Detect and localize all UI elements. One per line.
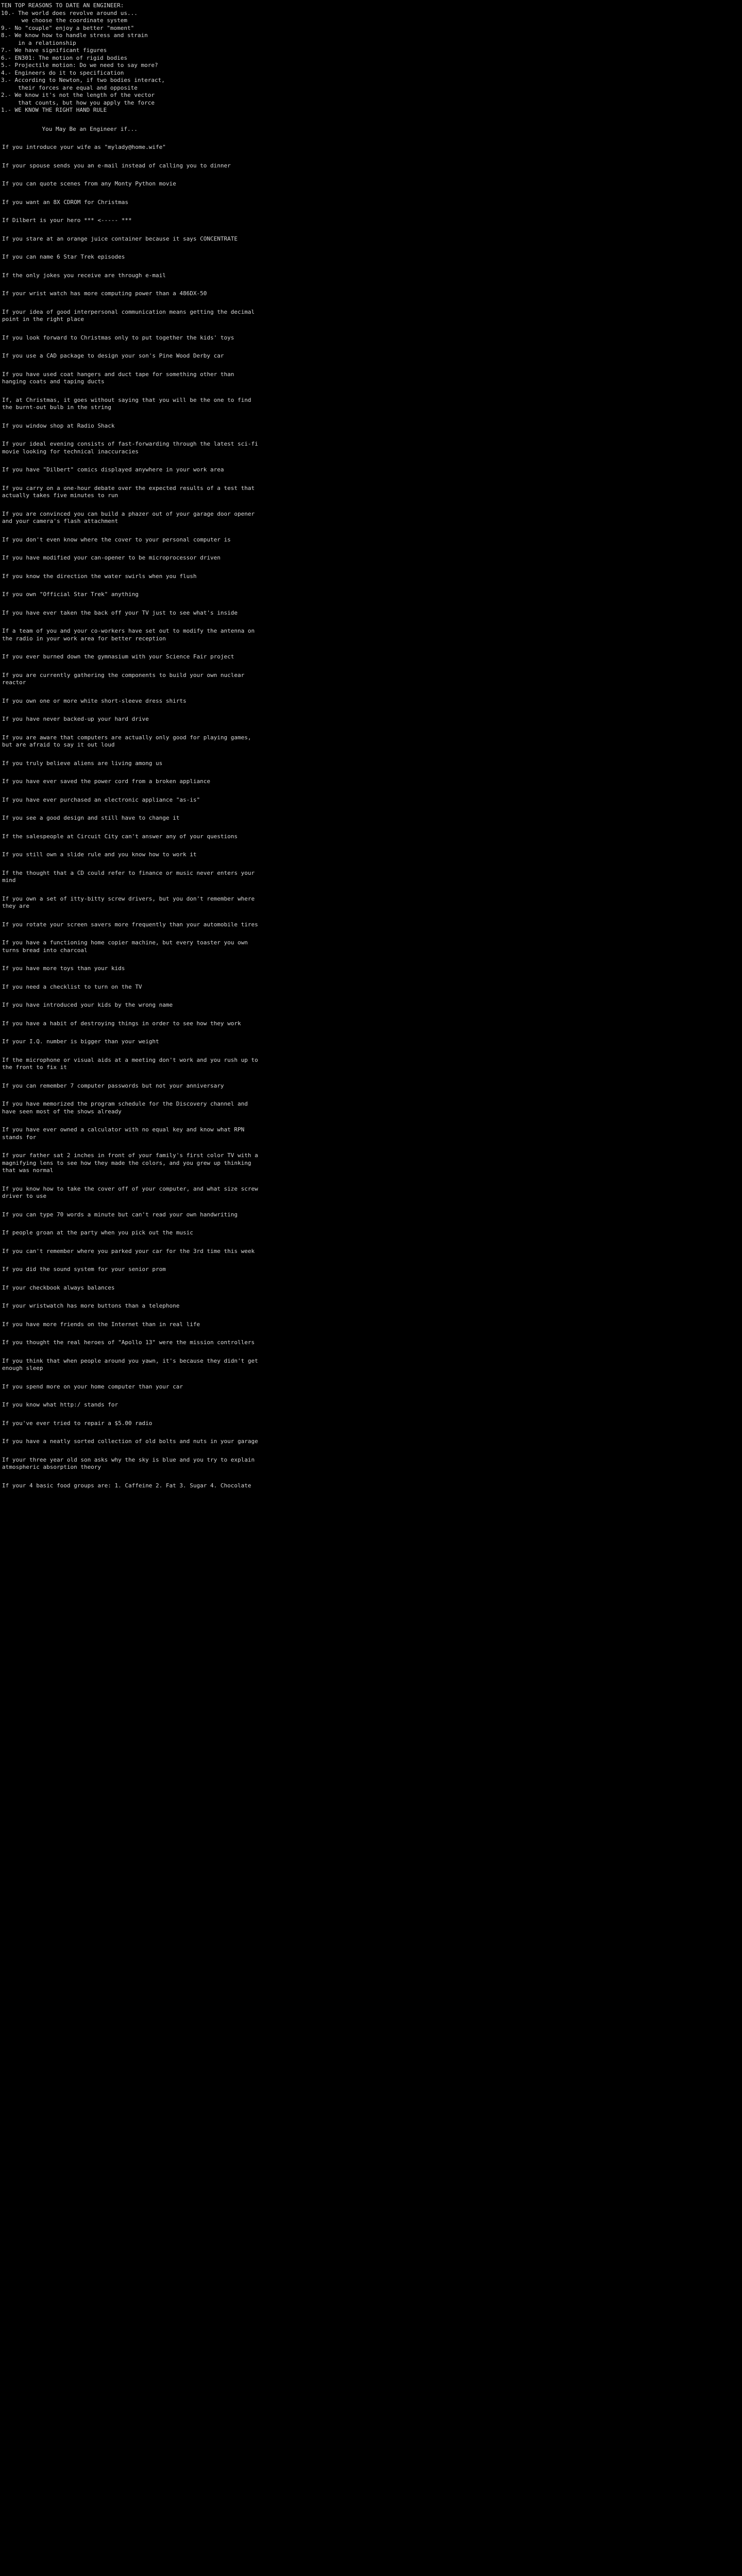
engineer-clue-item: If your ideal evening consists of fast-forwarding through the latest sci-fi movie looking for technical inaccuracies [2, 440, 258, 455]
engineer-clue-item: If your idea of good interpersonal communication means getting the decimal point in the right place [2, 308, 255, 323]
engineer-clue-item: If you stare at an orange juice container because it says CONCENTRATE [2, 235, 238, 242]
engineer-clue-item: If you know how to take the cover off of your computer, and what size screw driver to use [2, 1185, 258, 1199]
engineer-clue-item: If you own one or more white short-sleeve dress shirts [2, 697, 187, 704]
reason-item: 7.- We have significant figures [1, 47, 107, 54]
engineer-clues-list [1, 144, 260, 1489]
engineer-clue-item: If your wrist watch has more computing power than a 486DX-50 [2, 290, 207, 297]
engineer-clue-item: If you think that when people around you yawn, it's because they didn't get enough sleep [2, 1357, 258, 1371]
engineer-clue-item: If you are aware that computers are actually only good for playing games, but are afraid to say it out loud [2, 734, 251, 748]
reason-item: 9.- No "couple" enjoy a better "moment" [1, 24, 134, 31]
engineer-clue-item: If a team of you and your co-workers have set out to modify the antenna on the radio in your work area for better reception [2, 628, 255, 642]
engineer-clue-item: If you are convinced you can build a phazer out of your garage door opener and your camera's flash attachment [2, 510, 255, 524]
engineer-clue-item: If you see a good design and still have to change it [2, 815, 180, 821]
engineer-clue-item: If your spouse sends you an e-mail instead of calling you to dinner [2, 162, 231, 169]
engineer-clue-item: If your checkbook always balances [2, 1284, 115, 1291]
engineer-clue-item: If you have never backed-up your hard drive [2, 716, 149, 722]
engineer-clue-item: If Dilbert is your hero *** <----- *** [2, 217, 132, 224]
engineer-clue-item: If you thought the real heroes of "Apollo 13" were the mission controllers [2, 1339, 255, 1346]
engineer-clue-item: If you are currently gathering the components to build your own nuclear reactor [2, 671, 245, 686]
engineer-clue-item: If you have more friends on the Internet than in real life [2, 1320, 200, 1328]
document-title: TEN TOP REASONS TO DATE AN ENGINEER: [1, 2, 124, 9]
engineer-clue-item: If you have a functioning home copier machine, but every toaster you own turns bread into charcoal [2, 939, 248, 954]
engineer-clue-item: If your 4 basic food groups are: 1. Caffeine 2. Fat 3. Sugar 4. Chocolate [2, 1482, 251, 1489]
engineer-clue-item: If you can quote scenes from any Monty Python movie [2, 180, 176, 187]
engineer-clue-item: If the thought that a CD could refer to finance or music never enters your mind [2, 869, 255, 884]
engineer-clue-item: If you did the sound system for your senior prom [2, 1266, 166, 1273]
engineer-clue-item: If you use a CAD package to design your son's Pine Wood Derby car [2, 352, 224, 359]
engineer-clue-item: If you have "Dilbert" comics displayed anywhere in your work area [2, 466, 224, 473]
engineer-clue-item: If you know what http:/ stands for [2, 1401, 119, 1408]
engineer-clue-item: If you can type 70 words a minute but can't read your own handwriting [2, 1211, 238, 1218]
engineer-clue-item: If people groan at the party when you pick out the music [2, 1229, 193, 1236]
reason-item: 1.- WE KNOW THE RIGHT HAND RULE [1, 107, 107, 113]
engineer-clue-item: If your wristwatch has more buttons than a telephone [2, 1302, 180, 1309]
engineer-clue-item: If you have more toys than your kids [2, 965, 125, 972]
engineer-clue-item: If you have used coat hangers and duct tape for something other than hanging coats and taping ducts [2, 370, 234, 385]
reason-item: 10.- The world does revolve around us... we choose the coordinate system [1, 9, 138, 24]
engineer-clue-item: If you rotate your screen savers more frequently than your automobile tires [2, 921, 258, 928]
reason-item: 2.- We know it's not the length of the vector that counts, but how you apply the force [1, 92, 155, 106]
engineer-clue-item: If your I.Q. number is bigger than your weight [2, 1038, 159, 1045]
engineer-clue-item: If you own a set of itty-bitty screw drivers, but you don't remember where they are [2, 895, 255, 909]
engineer-clue-item: If you introduce your wife as "mylady@home.wife" [2, 144, 166, 150]
engineer-clue-item: If you have modified your can-opener to be microprocessor driven [2, 554, 221, 561]
engineer-clue-item: If you can name 6 Star Trek episodes [2, 253, 125, 260]
engineer-clue-item: If you have ever taken the back off your TV just to see what's inside [2, 609, 238, 616]
reason-item: 8.- We know how to handle stress and strain in a relationship [1, 32, 148, 46]
engineer-clue-item: If your three year old son asks why the sky is blue and you try to explain atmospheric absorption theory [2, 1456, 255, 1470]
engineer-clue-item: If the only jokes you receive are through e-mail [2, 272, 166, 279]
reason-item: 3.- According to Newton, if two bodies interact, their forces are equal and opposite [1, 77, 165, 91]
engineer-clue-item: If you can't remember where you parked your car for the 3rd time this week [2, 1247, 255, 1255]
engineer-clue-item: If you look forward to Christmas only to put together the kids' toys [2, 334, 234, 341]
engineer-clue-item: If you have ever purchased an electronic appliance "as-is" [2, 796, 200, 803]
engineer-clue-item: If you know the direction the water swirls when you flush [2, 572, 197, 580]
engineer-clue-item: If you have introduced your kids by the wrong name [2, 1002, 173, 1008]
engineer-clue-item: If you ever burned down the gymnasium with your Science Fair project [2, 653, 234, 660]
reason-item: 6.- EN301: The motion of rigid bodies [1, 54, 128, 61]
engineer-clue-item: If you spend more on your home computer than your car [2, 1383, 183, 1390]
engineer-clue-item: If you window shop at Radio Shack [2, 422, 115, 429]
engineer-clue-item: If the salespeople at Circuit City can't answer any of your questions [2, 833, 238, 840]
engineer-clue-item: If you own "Official Star Trek" anything [2, 591, 139, 598]
engineer-clue-item: If you have ever saved the power cord from a broken appliance [2, 778, 210, 785]
engineer-clue-item: If you have a habit of destroying things in order to see how they work [2, 1020, 241, 1027]
engineer-clue-item: If you carry on a one-hour debate over the expected results of a test that actually takes five minutes to run [2, 484, 255, 499]
engineer-clue-item: If you can remember 7 computer passwords but not your anniversary [2, 1082, 224, 1089]
reasons-list [1, 10, 742, 114]
engineer-clue-item: If you don't even know where the cover to your personal computer is [2, 536, 231, 543]
reason-item: 4.- Engineers do it to specification [1, 69, 124, 76]
engineer-clue-item: If the microphone or visual aids at a meeting don't work and you rush up to the front to fix it [2, 1056, 258, 1071]
engineer-clue-item: If you have memorized the program schedule for the Discovery channel and have seen most of the shows already [2, 1100, 248, 1115]
engineer-clue-item: If you have a neatly sorted collection of old bolts and nuts in your garage [2, 1438, 258, 1445]
engineer-clue-item: If you truly believe aliens are living among us [2, 759, 163, 767]
engineer-clue-item: If you need a checklist to turn on the TV [2, 983, 142, 990]
reason-item: 5.- Projectile motion: Do we need to say more? [1, 62, 158, 69]
engineer-clue-item: If you want an 8X CDROM for Christmas [2, 198, 129, 206]
engineer-subheading: You May Be an Engineer if... [1, 125, 138, 132]
engineer-clue-item: If you have ever owned a calculator with no equal key and know what RPN stands for [2, 1126, 245, 1141]
engineer-clue-item: If, at Christmas, it goes without saying that you will be the one to find the burnt-out bulb in the string [2, 396, 251, 411]
engineer-clue-item: If your father sat 2 inches in front of your family's first color TV with a magnifying lens to see how they made the colors, and you grew up thinking that was normal [2, 1152, 258, 1174]
engineer-clue-item: If you've ever tried to repair a $5.00 radio [2, 1419, 153, 1427]
engineer-clue-item: If you still own a slide rule and you know how to work it [2, 851, 197, 858]
